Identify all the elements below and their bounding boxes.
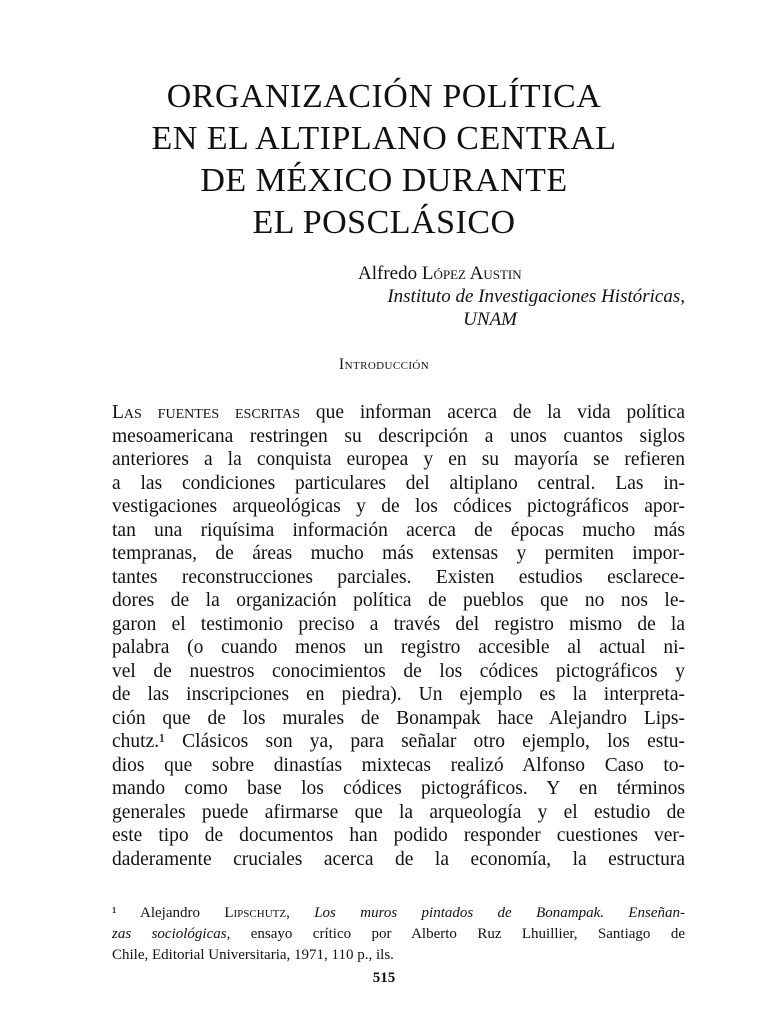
author-first-name: Alfredo [358,263,422,284]
author-block [300,262,685,331]
author-university: UNAM [463,309,517,330]
body-line: dores de la organización política de pueblos que no nos le- [112,590,685,611]
body-line-text: que informan acerca de la vida política [300,402,685,423]
footnote-line: Chile, Editorial Universitaria, 1971, 110 p., ils. [112,947,394,963]
footnote-line [112,903,685,924]
body-line: tan una riquísima información acerca de épocas mucho más [112,519,685,541]
footnote-book-title: Los muros pintados de Bonampak. Enseñan- [289,905,685,921]
body-line: de las inscripciones en piedra). Un ejemplo es la interpreta- [112,684,685,705]
page-number: 515 [372,970,396,986]
title-line: EN EL ALTIPLANO CENTRAL [151,120,617,157]
footnote-line [112,924,685,945]
body-line: dios que sobre dinastías mixtecas realizó Alfonso Caso to- [112,754,685,776]
footnote-marker: ¹ Alejandro [112,905,225,921]
title-line: EL POSCLÁSICO [252,204,516,241]
body-line: chutz.¹ Clásicos son ya, para señalar otro ejemplo, los estu- [112,731,685,752]
footnote [112,903,685,966]
author-name [300,262,685,285]
section-heading: Introducción [338,356,430,373]
footnote-author-surname: Lipschutz, [224,905,290,921]
body-line: generales puede afirmarse que la arqueología y el estudio de [112,801,685,823]
footnote-citation: ensayo crítico por Alberto Ruz Lhuillier, Santiago de [230,926,685,942]
body-line: tantes reconstrucciones parciales. Existen estudios esclarece- [112,566,685,588]
author-institution: Instituto de Investigaciones Históricas, [387,286,685,307]
title-line: ORGANIZACIÓN POLÍTICA [166,78,602,115]
body-text [112,401,685,871]
body-line [112,401,685,425]
body-line: ción que de los murales de Bonampak hace Alejandro Lips- [112,707,685,729]
body-line: palabra (o cuando menos un registro accesible al actual ni- [112,637,685,658]
author-surname: López Austin [421,263,522,284]
body-line: mesoamericana restringen su descripción a unos cuantos siglos [112,425,685,447]
body-line: mando como base los códices pictográficos. Y en términos [112,778,685,799]
body-line: vestigaciones arqueológicas y de los códices pictográficos apor- [112,496,685,517]
body-lead-in: Las fuentes escritas [112,402,300,423]
body-line: garon el testimonio preciso a través del registro mismo de la [112,613,685,635]
body-line: este tipo de documentos han podido responder cuestiones ver- [112,825,685,846]
body-line: tempranas, de áreas mucho más extensas y permiten impor- [112,543,685,564]
body-line: daderamente cruciales acerca de la economía, la estructura [112,848,685,870]
body-line: anteriores a la conquista europea y en su mayoría se refieren [112,449,685,470]
body-line: vel de nuestros conocimientos de los códices pictográficos y [112,660,685,682]
title-line: DE MÉXICO DURANTE [200,162,568,199]
body-line: a las condiciones particulares del altiplano central. Las in- [112,472,685,494]
article-title [0,76,768,244]
footnote-book-title-cont: zas sociológicas, [112,926,231,942]
